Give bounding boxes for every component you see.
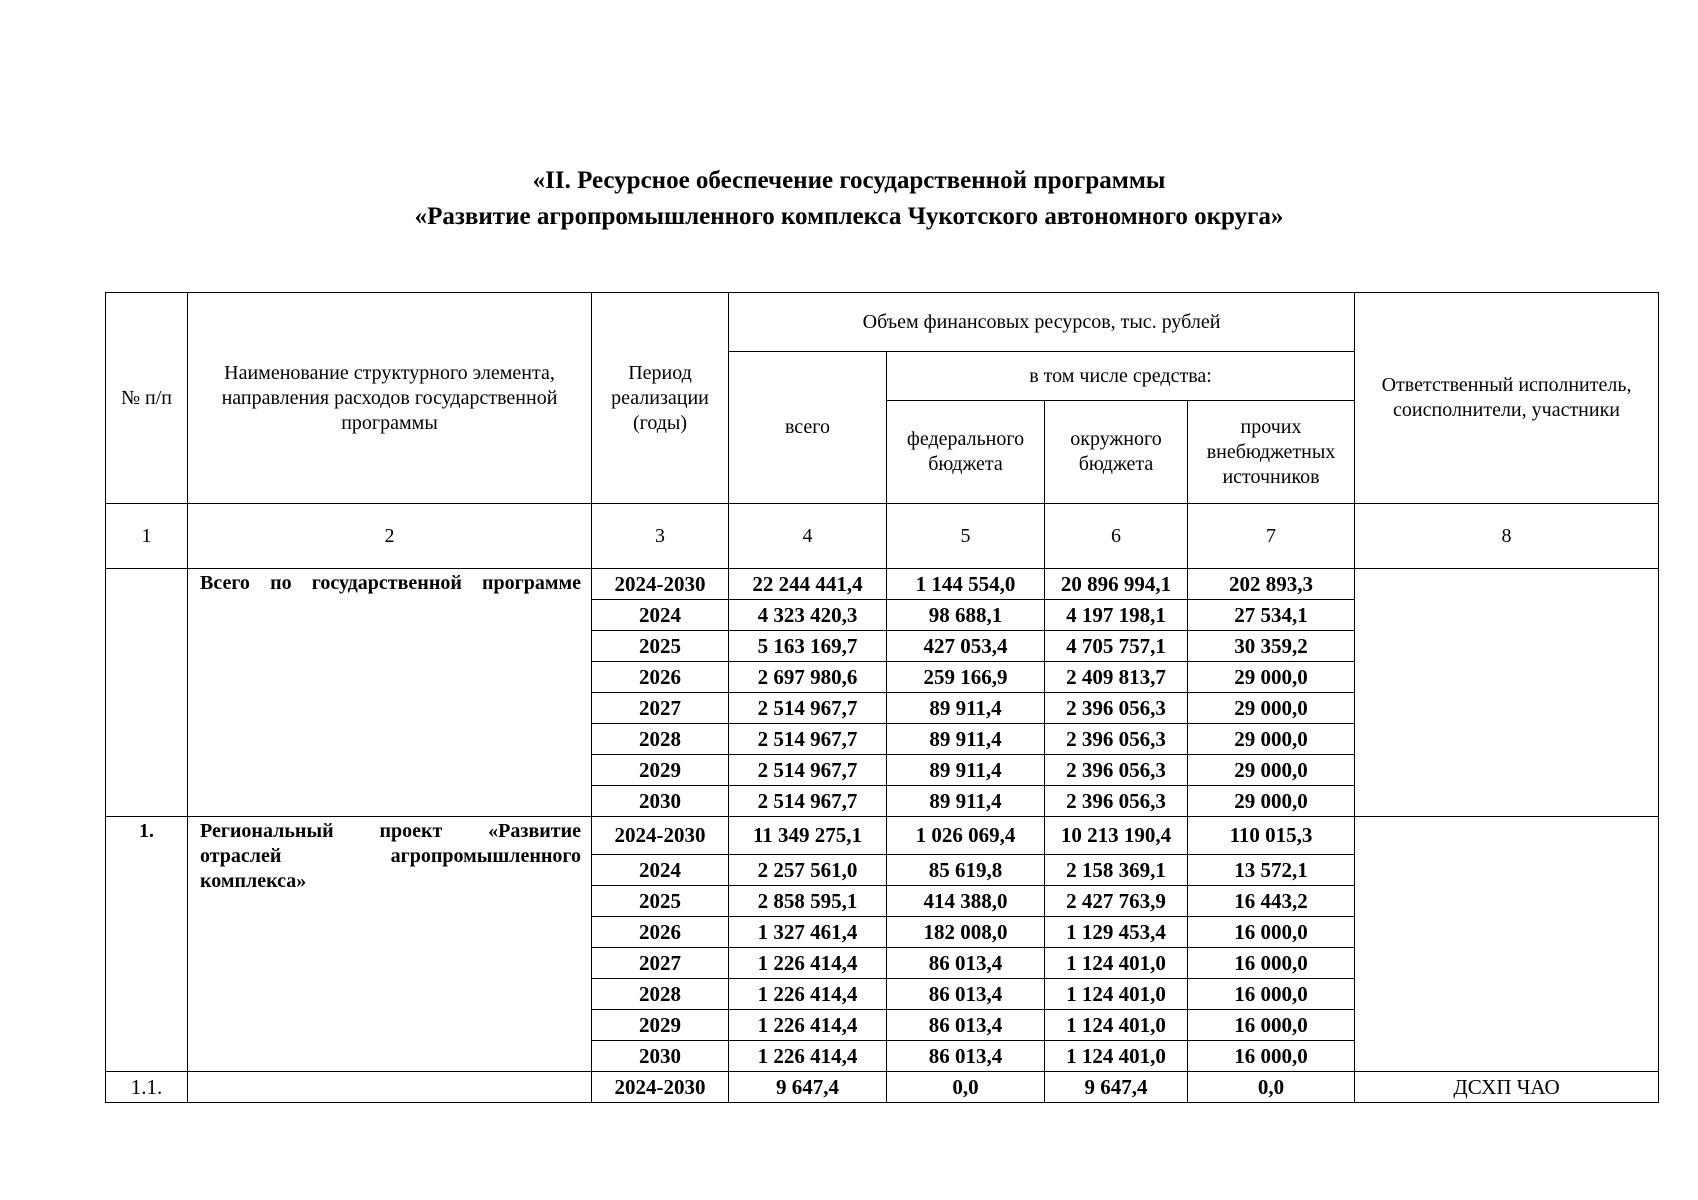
header-num: № п/п	[106, 293, 188, 504]
other-cell: 29 000,0	[1188, 724, 1355, 755]
year-cell: 2024	[592, 855, 729, 886]
column-number: 8	[1355, 504, 1659, 569]
total-cell: 9 647,4	[729, 1072, 887, 1103]
responsible-cell: ДСХП ЧАО	[1355, 1072, 1659, 1103]
total-cell: 4 323 420,3	[729, 600, 887, 631]
federal-cell: 427 053,4	[887, 631, 1045, 662]
district-cell: 9 647,4	[1045, 1072, 1188, 1103]
district-cell: 20 896 994,1	[1045, 569, 1188, 600]
column-number: 2	[188, 504, 592, 569]
column-number: 7	[1188, 504, 1355, 569]
year-cell: 2030	[592, 786, 729, 817]
other-cell: 16 000,0	[1188, 1010, 1355, 1041]
table-row	[106, 569, 1659, 600]
year-cell: 2024-2030	[592, 569, 729, 600]
year-cell: 2028	[592, 979, 729, 1010]
total-cell: 22 244 441,4	[729, 569, 887, 600]
district-cell: 1 124 401,0	[1045, 948, 1188, 979]
federal-cell: 89 911,4	[887, 755, 1045, 786]
column-number: 4	[729, 504, 887, 569]
federal-cell: 1 026 069,4	[887, 817, 1045, 855]
total-cell: 2 257 561,0	[729, 855, 887, 886]
section-number	[106, 569, 188, 817]
other-cell: 16 443,2	[1188, 886, 1355, 917]
year-cell: 2029	[592, 755, 729, 786]
other-cell: 29 000,0	[1188, 693, 1355, 724]
document-title	[0, 163, 1698, 235]
federal-cell: 89 911,4	[887, 724, 1045, 755]
federal-cell: 86 013,4	[887, 948, 1045, 979]
district-cell: 2 396 056,3	[1045, 786, 1188, 817]
responsible-cell	[1355, 569, 1659, 817]
year-cell: 2026	[592, 917, 729, 948]
federal-cell: 85 619,8	[887, 855, 1045, 886]
section-name: Всего по государственной программе	[188, 569, 592, 817]
subrow-name	[188, 1072, 592, 1103]
column-number: 5	[887, 504, 1045, 569]
district-cell: 4 197 198,1	[1045, 600, 1188, 631]
total-cell: 2 514 967,7	[729, 786, 887, 817]
header-volume: Объем финансовых ресурсов, тыс. рублей	[729, 293, 1355, 352]
responsible-cell	[1355, 817, 1659, 1072]
district-cell: 2 396 056,3	[1045, 755, 1188, 786]
year-cell: 2024	[592, 600, 729, 631]
other-cell: 202 893,3	[1188, 569, 1355, 600]
header-name: Наименование структурного элемента, направления расходов государственной программы	[188, 293, 592, 504]
federal-cell: 98 688,1	[887, 600, 1045, 631]
total-cell: 1 327 461,4	[729, 917, 887, 948]
federal-cell: 182 008,0	[887, 917, 1045, 948]
federal-cell: 89 911,4	[887, 786, 1045, 817]
year-cell: 2024-2030	[592, 1072, 729, 1103]
other-cell: 29 000,0	[1188, 786, 1355, 817]
total-cell: 1 226 414,4	[729, 948, 887, 979]
federal-cell: 86 013,4	[887, 1041, 1045, 1072]
district-cell: 10 213 190,4	[1045, 817, 1188, 855]
column-numbers-row	[106, 504, 1659, 569]
total-cell: 11 349 275,1	[729, 817, 887, 855]
year-cell: 2029	[592, 1010, 729, 1041]
year-cell: 2024-2030	[592, 817, 729, 855]
district-cell: 1 124 401,0	[1045, 1010, 1188, 1041]
total-cell: 2 514 967,7	[729, 693, 887, 724]
header-responsible: Ответственный исполнитель, соисполнители, участники	[1355, 293, 1659, 504]
section-number: 1.	[106, 817, 188, 1072]
district-cell: 2 396 056,3	[1045, 693, 1188, 724]
other-cell: 0,0	[1188, 1072, 1355, 1103]
header-district: окружного бюджета	[1045, 401, 1188, 504]
other-cell: 29 000,0	[1188, 755, 1355, 786]
total-cell: 2 858 595,1	[729, 886, 887, 917]
total-cell: 2 697 980,6	[729, 662, 887, 693]
total-cell: 1 226 414,4	[729, 979, 887, 1010]
total-cell: 1 226 414,4	[729, 1041, 887, 1072]
federal-cell: 414 388,0	[887, 886, 1045, 917]
header-period: Период реализации (годы)	[592, 293, 729, 504]
subrow	[106, 1072, 1659, 1103]
title-line-2: «Развитие агропромышленного комплекса Чукотского автономного округа»	[414, 203, 1284, 230]
section-name: Региональный проект «Развитие отраслей агропромышленного комплекса»	[188, 817, 592, 1072]
district-cell: 1 129 453,4	[1045, 917, 1188, 948]
federal-cell: 259 166,9	[887, 662, 1045, 693]
district-cell: 1 124 401,0	[1045, 979, 1188, 1010]
other-cell: 16 000,0	[1188, 917, 1355, 948]
header-federal: федерального бюджета	[887, 401, 1045, 504]
district-cell: 1 124 401,0	[1045, 1041, 1188, 1072]
other-cell: 29 000,0	[1188, 662, 1355, 693]
other-cell: 16 000,0	[1188, 979, 1355, 1010]
other-cell: 16 000,0	[1188, 948, 1355, 979]
federal-cell: 86 013,4	[887, 1010, 1045, 1041]
other-cell: 30 359,2	[1188, 631, 1355, 662]
resource-table	[105, 292, 1659, 1103]
column-number: 1	[106, 504, 188, 569]
federal-cell: 1 144 554,0	[887, 569, 1045, 600]
district-cell: 2 158 369,1	[1045, 855, 1188, 886]
year-cell: 2030	[592, 1041, 729, 1072]
header-total: всего	[729, 352, 887, 504]
header-other: прочих внебюджетных источников	[1188, 401, 1355, 504]
column-number: 3	[592, 504, 729, 569]
title-line-1: «II. Ресурсное обеспечение государственной программы	[532, 167, 1166, 194]
column-number: 6	[1045, 504, 1188, 569]
header-including: в том числе средства:	[887, 352, 1355, 401]
year-cell: 2025	[592, 886, 729, 917]
total-cell: 5 163 169,7	[729, 631, 887, 662]
federal-cell: 0,0	[887, 1072, 1045, 1103]
other-cell: 27 534,1	[1188, 600, 1355, 631]
district-cell: 2 427 763,9	[1045, 886, 1188, 917]
total-cell: 2 514 967,7	[729, 755, 887, 786]
subrow-number: 1.1.	[106, 1072, 188, 1103]
total-cell: 2 514 967,7	[729, 724, 887, 755]
federal-cell: 89 911,4	[887, 693, 1045, 724]
year-cell: 2028	[592, 724, 729, 755]
other-cell: 110 015,3	[1188, 817, 1355, 855]
year-cell: 2026	[592, 662, 729, 693]
district-cell: 4 705 757,1	[1045, 631, 1188, 662]
year-cell: 2027	[592, 693, 729, 724]
district-cell: 2 396 056,3	[1045, 724, 1188, 755]
total-cell: 1 226 414,4	[729, 1010, 887, 1041]
federal-cell: 86 013,4	[887, 979, 1045, 1010]
year-cell: 2025	[592, 631, 729, 662]
table-row	[106, 817, 1659, 855]
year-cell: 2027	[592, 948, 729, 979]
district-cell: 2 409 813,7	[1045, 662, 1188, 693]
other-cell: 16 000,0	[1188, 1041, 1355, 1072]
other-cell: 13 572,1	[1188, 855, 1355, 886]
